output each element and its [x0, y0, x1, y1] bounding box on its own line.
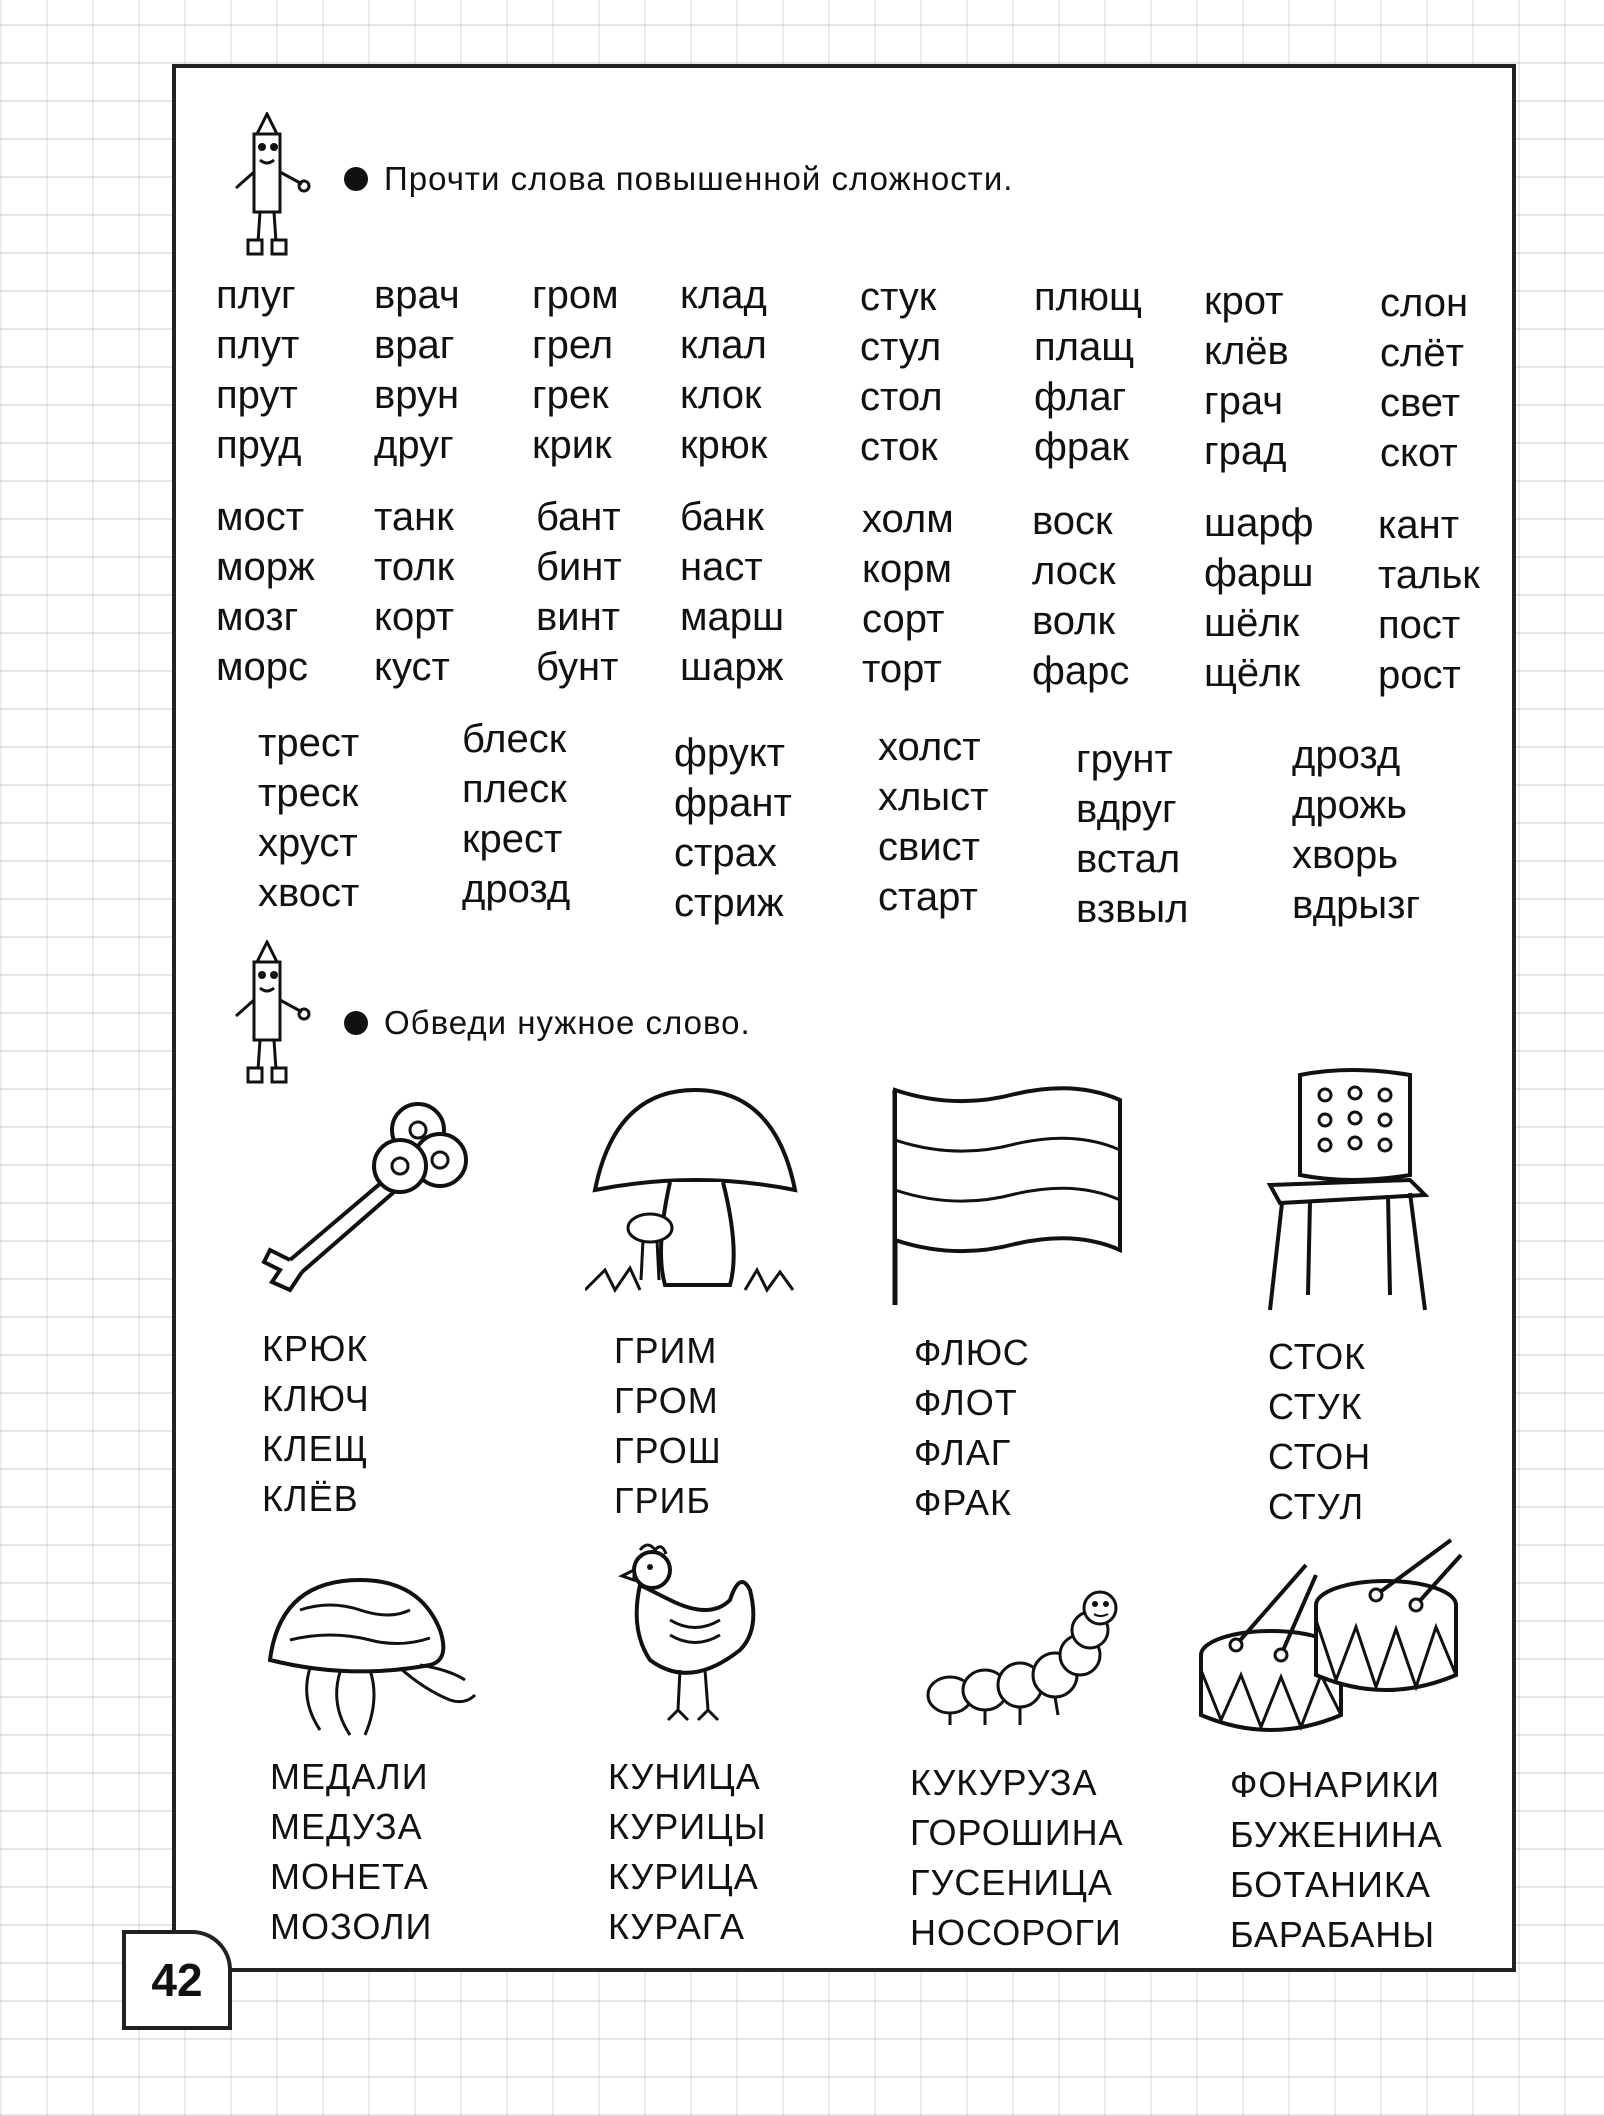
word-column-1-5: стук стул стол сток [860, 275, 943, 469]
word-column-2-1: мост морж мозг морс [216, 495, 315, 689]
options-column-hen [608, 1752, 767, 1952]
word-column-1-7: крот клёв грач град [1204, 279, 1289, 473]
options-column-drums [1230, 1760, 1443, 1960]
option-item[interactable]: ГРИМ [614, 1330, 718, 1371]
option-item[interactable]: ГУСЕНИЦА [910, 1862, 1113, 1903]
option-item[interactable]: КУНИЦА [608, 1756, 761, 1797]
word-column-1-2: врач враг врун друг [374, 273, 460, 467]
option-item[interactable]: ФЛЮС [914, 1332, 1030, 1373]
option-item[interactable]: КУКУРУЗА [910, 1762, 1098, 1803]
flag-icon [885, 1080, 1125, 1310]
word-column-2-8: кант тальк пост рост [1378, 503, 1480, 697]
option-item[interactable]: КЛЁВ [262, 1478, 359, 1519]
word-column-3-3: фрукт франт страх стриж [674, 731, 792, 925]
word-column-1-8: слон слёт свет скот [1380, 281, 1469, 475]
pencil-mascot-icon [222, 112, 312, 262]
option-item[interactable]: КУРИЦЫ [608, 1806, 767, 1847]
option-item[interactable]: СТОК [1268, 1336, 1367, 1377]
word-column-2-2: танк толк корт куст [374, 495, 455, 689]
options-column-flag [914, 1328, 1030, 1528]
chair-icon [1260, 1065, 1440, 1315]
options-column-caterpillar [910, 1758, 1124, 1958]
option-item[interactable]: НОСОРОГИ [910, 1912, 1122, 1953]
pencil-mascot-icon [222, 940, 312, 1090]
mushroom-icon [585, 1080, 805, 1300]
option-item[interactable]: БОТАНИКА [1230, 1864, 1431, 1905]
option-item[interactable]: ФРАК [914, 1482, 1012, 1523]
option-item[interactable]: КЛЮЧ [262, 1378, 370, 1419]
jellyfish-icon [250, 1570, 480, 1740]
option-item[interactable]: СТУЛ [1268, 1486, 1365, 1527]
hen-icon [600, 1540, 770, 1730]
word-column-2-5: холм корм сорт торт [862, 497, 954, 691]
word-column-3-4: холст хлыст свист старт [878, 725, 989, 919]
word-column-2-3: бант бинт винт бунт [536, 495, 622, 689]
word-column-2-6: воск лоск волк фарс [1032, 499, 1130, 693]
options-column-chair [1268, 1332, 1371, 1532]
page-number: 42 [122, 1930, 232, 2030]
option-item[interactable]: КУРИЦА [608, 1856, 759, 1897]
bullet-icon [344, 1011, 368, 1035]
key-icon [250, 1090, 480, 1300]
word-column-3-1: трест треск хруст хвост [258, 721, 360, 915]
option-item[interactable]: ГРИБ [614, 1480, 712, 1521]
option-item[interactable]: БАРАБАНЫ [1230, 1914, 1436, 1955]
word-column-3-6: дрозд дрожь хворь вдрызг [1292, 733, 1421, 927]
option-item[interactable]: ФЛАГ [914, 1432, 1012, 1473]
task1-instruction: Прочти слова повышенной сложности. [344, 160, 1013, 198]
caterpillar-icon [920, 1590, 1150, 1730]
option-item[interactable]: КРЮК [262, 1328, 369, 1369]
option-item[interactable]: ГРОМ [614, 1380, 719, 1421]
bullet-icon [344, 167, 368, 191]
option-item[interactable]: МЕДАЛИ [270, 1756, 429, 1797]
option-item[interactable]: МЕДУЗА [270, 1806, 423, 1847]
options-column-mushroom [614, 1326, 722, 1526]
word-column-1-4: клад клал клок крюк [680, 273, 768, 467]
option-item[interactable]: ФЛОТ [914, 1382, 1018, 1423]
option-item[interactable]: ФОНАРИКИ [1230, 1764, 1441, 1805]
task2-instruction: Обведи нужное слово. [344, 1004, 751, 1042]
word-column-3-5: грунт вдруг встал взвыл [1076, 737, 1189, 931]
option-item[interactable]: СТОН [1268, 1436, 1372, 1477]
word-column-1-6: плющ плащ флаг фрак [1034, 275, 1142, 469]
word-column-1-3: гром грел грек крик [532, 273, 619, 467]
option-item[interactable]: КУРАГА [608, 1906, 745, 1947]
word-column-1-1: плуг плут прут пруд [216, 273, 302, 467]
option-item[interactable]: ГРОШ [614, 1430, 722, 1471]
option-item[interactable]: ГОРОШИНА [910, 1812, 1124, 1853]
word-column-2-7: шарф фарш шёлк щёлк [1204, 501, 1314, 695]
option-item[interactable]: КЛЕЩ [262, 1428, 369, 1469]
options-column-key [262, 1324, 370, 1524]
option-item[interactable]: БУЖЕНИНА [1230, 1814, 1443, 1855]
option-item[interactable]: МОНЕТА [270, 1856, 429, 1897]
word-column-2-4: банк наст марш шарж [680, 495, 785, 689]
option-item[interactable]: СТУК [1268, 1386, 1363, 1427]
word-column-3-2: блеск плеск крест дрозд [462, 717, 571, 911]
drums-icon [1196, 1535, 1466, 1745]
options-column-jellyfish [270, 1752, 432, 1952]
option-item[interactable]: МОЗОЛИ [270, 1906, 433, 1947]
